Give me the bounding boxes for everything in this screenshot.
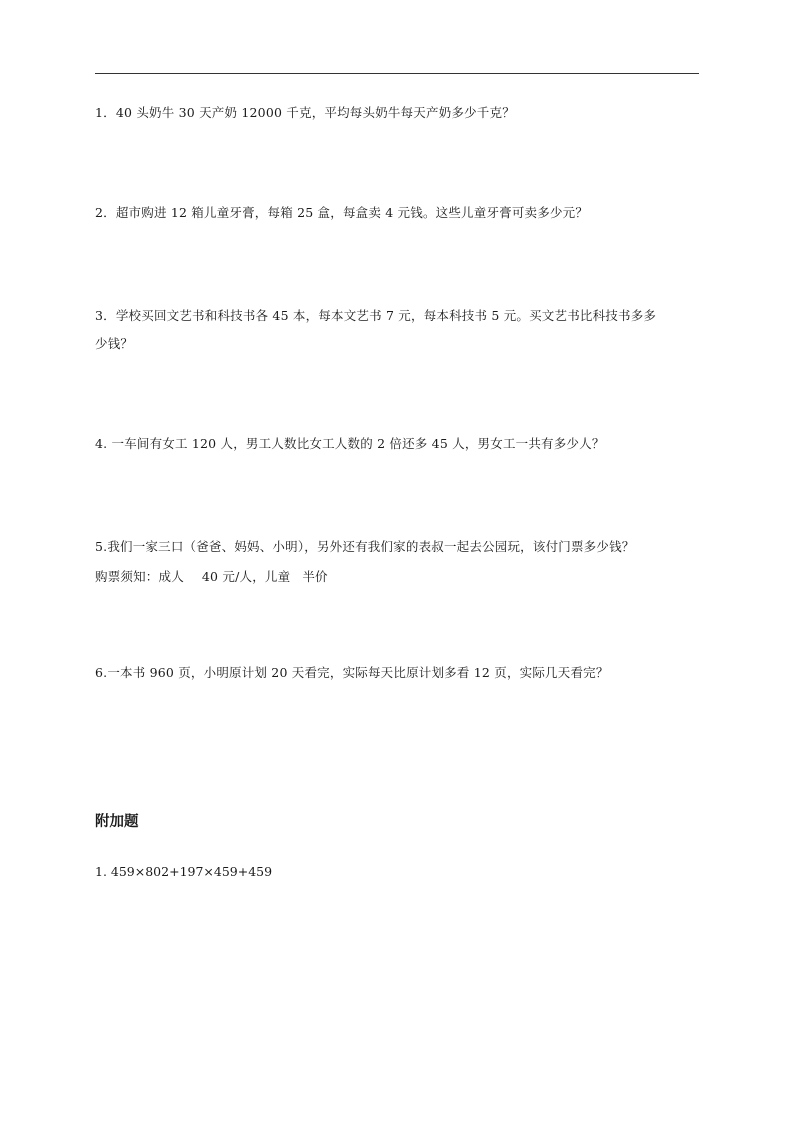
question-5	[95, 532, 705, 592]
question-1	[95, 103, 705, 123]
question-3	[95, 302, 705, 358]
top-divider	[95, 73, 699, 74]
question-4-text: 4. 一车间有女工 120 人，男工人数比女工人数的 2 倍还多 45 人，男女工一共有多少人？	[95, 436, 605, 451]
bonus-heading: 附加题	[95, 814, 139, 830]
notice-prefix: 购票须知：成人	[95, 569, 184, 584]
bonus-question-1: 1. 459×802+197×459+459	[95, 864, 273, 879]
question-4	[95, 434, 705, 454]
question-3-text-line-2: 少钱？	[95, 336, 134, 351]
question-5-notice	[95, 562, 705, 592]
question-2-text: 2．超市购进 12 箱儿童牙膏，每箱 25 盒，每盒卖 4 元钱。这些儿童牙膏可卖多少元？	[95, 205, 589, 220]
question-1-text: 1．40 头奶牛 30 天产奶 12000 千克，平均每头奶牛每天产奶多少千克？	[95, 105, 515, 120]
question-6-text: 6.一本书 960 页，小明原计划 20 天看完，实际每天比原计划多看 12 页，实际几天看完？	[95, 665, 609, 680]
question-3-text-line-1: 3．学校买回文艺书和科技书各 45 本，每本文艺书 7 元，每本科技书 5 元。买文艺书比科技书多多	[95, 308, 657, 323]
question-6	[95, 663, 705, 683]
notice-adult-price: 40 元/人，儿童	[201, 569, 291, 584]
notice-child-price: 半价	[302, 569, 328, 584]
question-5-text: 5.我们一家三口（爸爸、妈妈、小明），另外还有我们家的表叔一起去公园玩，该付门票多少钱？	[95, 539, 635, 554]
question-2	[95, 203, 705, 223]
